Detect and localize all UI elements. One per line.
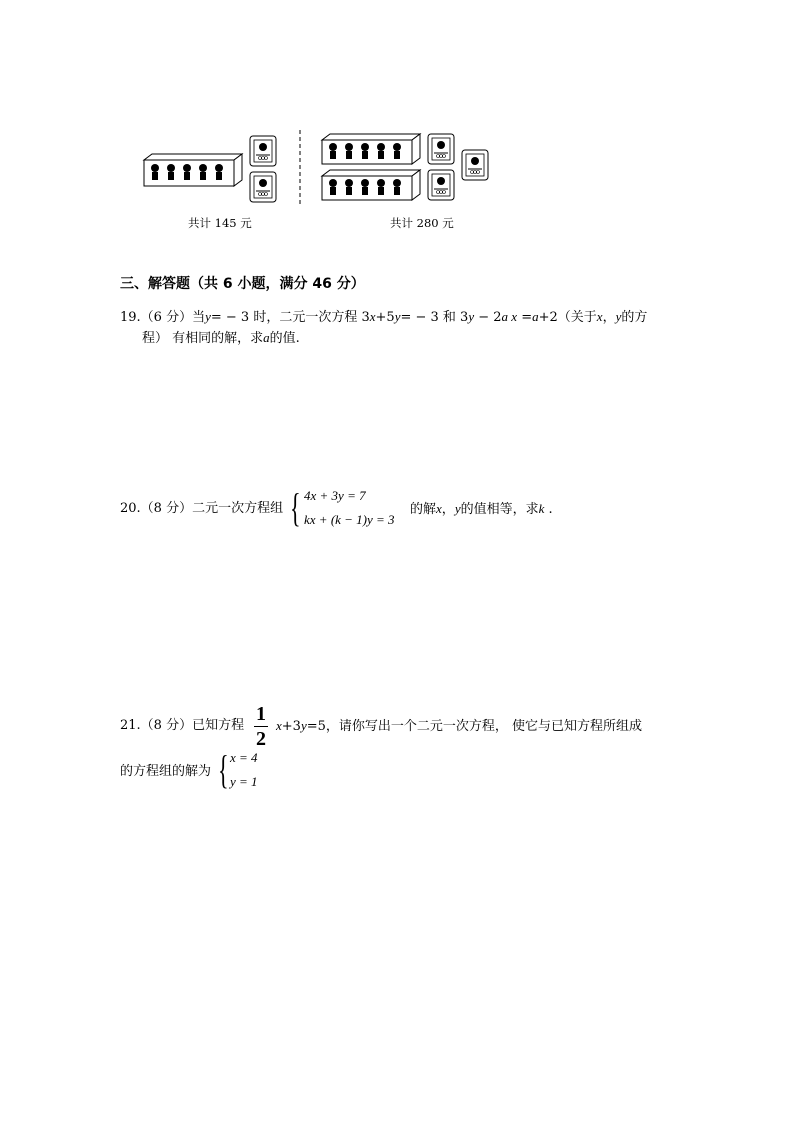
q21-lead (120, 716, 244, 736)
mascots-box-right-1 (322, 134, 420, 164)
right-price-caption: 共计 280 元 (390, 216, 454, 230)
q19-text-o: ， (602, 310, 616, 325)
q19-var-x1: x (369, 309, 376, 324)
q20-prefix: 二元一次方程组 (192, 501, 284, 516)
q19-number: 19.（6 分） (120, 310, 193, 325)
mascots-box-left (144, 154, 242, 186)
mascots-box-right-2 (322, 170, 420, 200)
q19-var-y2: y (394, 309, 401, 324)
q21-frac-num: 1 (256, 703, 266, 725)
price-figure-graphic (130, 128, 510, 208)
q20-var-k: k (538, 501, 545, 516)
emblem-tag-left-1 (250, 136, 276, 166)
q19-text-c: = − 3 时，二元一次方程 3 (210, 310, 370, 325)
q21-line2: 的方程组的解为 (120, 764, 212, 779)
q19-var-ax: a x (501, 309, 518, 324)
q21-frac-den: 2 (256, 728, 266, 750)
q19-var-y3: y (468, 309, 475, 324)
q19-text-a: 当 (192, 310, 206, 325)
q19-line2 (142, 328, 300, 349)
left-price-caption: 共计 145 元 (188, 216, 252, 230)
q19-line1 (120, 307, 647, 328)
q19-text-q: 的方 (621, 310, 648, 325)
q21-sol2: y = 1 (230, 774, 258, 789)
q19-var-x2: x (596, 309, 603, 324)
q19-var-y4: y (615, 309, 622, 324)
emblem-tag-right-3 (462, 150, 488, 180)
q19-text-k: = (517, 310, 533, 325)
q21-var-x: x (276, 718, 282, 733)
q20-suffix-c: ， (441, 502, 455, 517)
q19-text-g: = − 3 和 3 (400, 310, 469, 325)
q21-prefix: 已知方程 (192, 718, 245, 733)
q21-mid-d: =5，请你写出一个二元一次方程， 使它与已知方程所组成 (306, 719, 643, 734)
q20-suffix-g: . (544, 502, 553, 517)
emblem-tag-left-2 (250, 172, 276, 202)
q21-solution-system (218, 748, 278, 796)
q19-text-2c: 的值. (269, 331, 300, 346)
emblem-tag-right-2 (428, 170, 454, 200)
q20-var-x: x (436, 501, 442, 516)
q19-text-e: +5 (375, 310, 395, 325)
q21-mid (276, 716, 642, 737)
q21-brace: { (218, 747, 229, 792)
q19-var-y1: y (205, 309, 211, 324)
q20-suffix-e: 的值相等，求 (460, 502, 539, 517)
q20-eq1: 4x + 3y = 7 (304, 488, 366, 503)
q20-var-y: y (454, 501, 461, 516)
q21-var-y: y (300, 718, 307, 733)
q20-lead (120, 499, 283, 519)
q20-brace: { (290, 485, 301, 530)
emblem-tag-right-1 (428, 134, 454, 164)
q20-tail (410, 499, 553, 520)
q19-var-a2: a (263, 330, 270, 345)
q19-text-m: +2（关于 (538, 310, 597, 325)
q21-frac-bar (254, 726, 268, 727)
q21-number: 21.（8 分） (120, 718, 193, 733)
q19-text-2a: 程） 有相同的解，求 (142, 331, 264, 346)
q21-fraction (250, 704, 272, 749)
q21-mid-b: +3 (281, 719, 301, 734)
q20-eq2: kx + (k − 1)y = 3 (304, 512, 395, 527)
q21-sol1: x = 4 (230, 750, 258, 765)
q20-number: 20.（8 分） (120, 501, 193, 516)
q19-text-i: − 2 (474, 310, 502, 325)
q19-var-a1: a (532, 309, 539, 324)
q20-system (290, 486, 410, 536)
q20-suffix-a: 的解 (410, 502, 437, 517)
section-heading: 三、解答题（共 6 小题，满分 46 分） (120, 276, 365, 292)
